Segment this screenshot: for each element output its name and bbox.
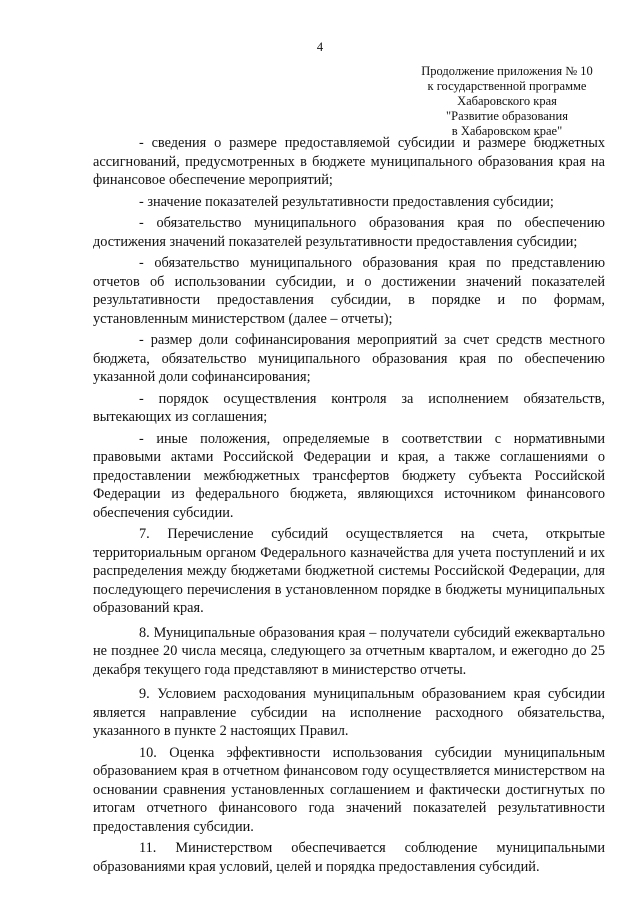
clause-10: 10. Оценка эффективности использования субсидии муниципальным образованием края в отчетном финансовом году осуществляется министерством на основании сравнения установленных соглашением и фактически достигнутых по итогам отчетного финансового года значений показателей результативности предоставления субсидии. [93,744,605,835]
document-body [93,134,605,879]
list-item-subsidy-size: - сведения о размере предоставляемой субсидии и размере бюджетных ассигнований, предусмотренных в бюджете муниципального образования края на финансовое обеспечение мероприятий; [93,135,605,188]
list-item-control-procedure: - порядок осуществления контроля за исполнением обязательств, вытекающих из соглашения; [93,390,605,425]
clause-11: 11. Министерством обеспечивается соблюдение муниципальными образованиями края условий, целей и порядка предоставления субсидий. [93,840,605,875]
attachment-header [412,64,602,139]
list-item-indicator-values: - значение показателей результативности предоставления субсидии; [139,193,554,210]
clause-8: 8. Муниципальные образования края – получатели субсидий ежеквартально не позднее 20 числа месяца, следующего за отчетным кварталом, и ежегодно до 25 декабря текущего года представляют в министерство отчеты. [93,624,605,678]
clause-7: 7. Перечисление субсидий осуществляется на счета, открытые территориальным органом Федерального казначейства для учета поступлений и их распределения между бюджетами бюджетной системы Российской Федерации, для последующего перечисления в установленном порядке в бюджеты муниципальных образований края. [93,526,605,616]
list-item-other-provisions: - иные положения, определяемые в соответствии с нормативными правовыми актами Российской Федерации и края, а также соглашениями о предоставлении межбюджетных трансфертов бюджету субъекта Российской Федерации из федерального бюджета, являющихся источником финансового обеспечения субсидии. [93,430,605,521]
header-line: "Развитие образования [446,109,568,123]
header-line: Продолжение приложения № 10 [421,64,593,78]
list-item-reporting-obligation: - обязательство муниципального образования края по представлению отчетов об использовании субсидии, и о достижении значений показателей результативности предоставления субсидии, в порядке и по формам, установленным министерством (далее – отчеты); [93,255,605,327]
header-line: Хабаровского края [457,94,557,108]
header-line: к государственной программе [427,79,587,93]
page-number: 4 [316,40,324,54]
clause-9: 9. Условием расходования муниципальным образованием края субсидии является направление субсидии на исполнение расходного обязательства, указанного в пункте 2 настоящих Правил. [93,686,605,739]
list-item-achievement-obligation: - обязательство муниципального образования края по обеспечению достижения значений показателей результативности предоставления субсидии; [93,215,605,250]
header-line: в Хабаровском крае" [451,124,563,138]
list-item-cofinancing-share: - размер доли софинансирования мероприятий за счет средств местного бюджета, обязательство муниципального образования края по обеспечению указанной доли софинансирования; [93,332,605,385]
